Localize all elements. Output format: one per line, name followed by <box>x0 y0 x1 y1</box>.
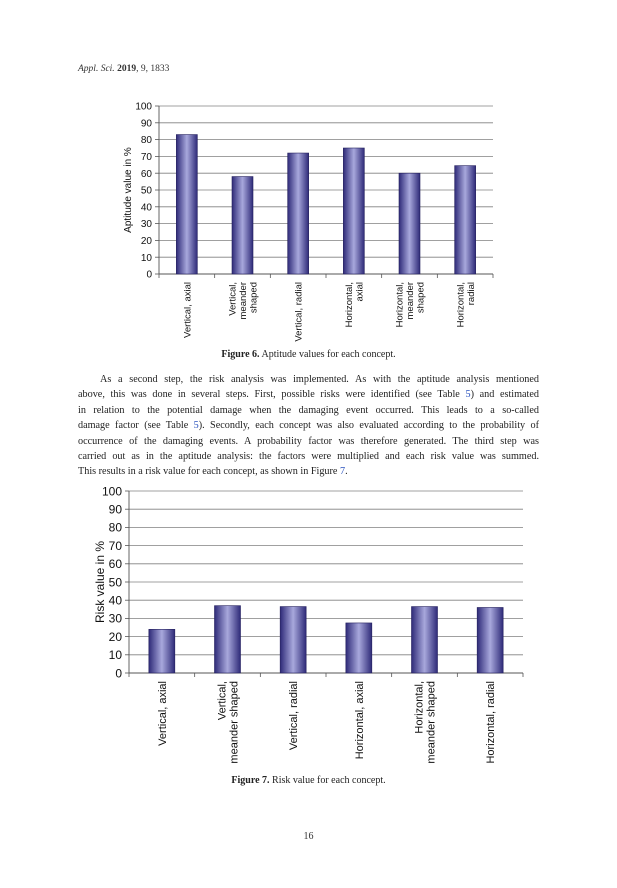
paragraph-text: damage factor (see Table <box>78 420 194 432</box>
y-tick-label: 0 <box>115 666 122 681</box>
bar <box>399 173 420 274</box>
figure-6-label: Figure 6. <box>221 349 260 360</box>
paragraph-line <box>78 372 539 387</box>
y-tick-label: 60 <box>140 168 152 180</box>
y-axis-title: Aptitude value in % <box>123 147 134 233</box>
journal-volume-article: , 9, 1833 <box>136 64 170 74</box>
x-category-label <box>216 681 240 764</box>
y-tick-label: 70 <box>140 152 152 163</box>
paragraph-text: above, this was done in several steps. First, possible risks were identified (see Table <box>78 389 466 401</box>
x-category-label-line: Vertical, radial <box>293 282 305 342</box>
x-category-label <box>227 282 259 320</box>
bar <box>176 135 197 274</box>
y-tick-label: 40 <box>140 202 152 214</box>
paragraph-text: occurrence of the damaging events. A probability factor was therefore generated. The third step was <box>78 435 539 447</box>
x-category-label-line: Vertical, radial <box>288 681 301 751</box>
x-category-label-line: meander shaped <box>425 681 438 764</box>
bar <box>477 607 503 673</box>
bar <box>455 166 476 274</box>
paragraph-text: As a second step, the risk analysis was implemented. As with the aptitude analysis mentioned <box>100 374 539 385</box>
x-category-label-line: Horizontal, radial <box>485 681 498 764</box>
cross-reference-link[interactable]: 5 <box>193 420 199 432</box>
x-category-label-line: meander <box>237 282 249 320</box>
y-tick-label: 20 <box>140 236 152 247</box>
x-category-label-line: axial <box>354 282 366 302</box>
bar <box>288 153 309 274</box>
y-tick-label: 80 <box>140 135 152 147</box>
x-category-label-line: Vertical, <box>216 681 229 721</box>
figure-6-chart <box>0 96 617 346</box>
paragraph-line <box>78 387 539 402</box>
x-category-label-line: Horizontal, axial <box>353 681 366 760</box>
paragraph-line <box>78 418 539 433</box>
x-category-label <box>294 282 305 342</box>
x-category-label <box>288 681 300 750</box>
x-category-label <box>394 282 426 327</box>
body-paragraph <box>78 372 539 480</box>
y-axis-title: Risk value in % <box>93 540 107 624</box>
y-tick-label: 90 <box>108 502 122 517</box>
figure-7-label: Figure 7. <box>231 775 270 786</box>
y-tick-label: 0 <box>146 269 152 281</box>
y-tick-label: 30 <box>108 611 122 626</box>
x-category-label-line: Vertical, <box>227 282 239 316</box>
bar <box>280 607 306 673</box>
y-tick-label: 100 <box>101 484 122 499</box>
y-tick-label: 90 <box>140 118 152 130</box>
paragraph-text: . <box>345 466 348 478</box>
figure-7-text: Risk value for each concept. <box>269 775 386 786</box>
x-category-label <box>455 282 477 327</box>
x-category-label <box>354 681 366 759</box>
y-tick-label: 30 <box>140 219 152 231</box>
x-category-label-line: meander <box>404 282 416 320</box>
x-category-label-line: Horizontal, <box>394 282 406 328</box>
paragraph-text: ). Secondly, each concept was also evaluated according to the probability of <box>198 420 539 432</box>
bar <box>343 148 364 274</box>
bar <box>232 177 253 274</box>
y-tick-label: 10 <box>140 252 152 264</box>
figure-7-chart <box>0 478 617 770</box>
x-category-label-line: Horizontal, <box>455 282 467 328</box>
bar <box>346 623 372 673</box>
figure-6-text: Aptitude values for each concept. <box>259 349 396 360</box>
y-tick-label: 50 <box>140 185 152 197</box>
bar <box>412 607 438 673</box>
cross-reference-link[interactable]: 7 <box>339 466 346 478</box>
x-category-label <box>413 681 437 764</box>
y-tick-label: 60 <box>108 557 122 572</box>
paragraph-line <box>78 434 539 449</box>
running-header <box>78 64 169 74</box>
y-tick-label: 70 <box>108 538 122 553</box>
figure-7-caption <box>0 775 617 786</box>
x-category-label-line: meander shaped <box>228 681 241 764</box>
x-category-label-line: Horizontal, <box>343 282 355 328</box>
y-tick-label: 40 <box>108 593 122 608</box>
x-category-label-line: shaped <box>248 282 260 314</box>
bar <box>149 629 175 673</box>
paragraph-text: ) and estimated <box>470 389 540 401</box>
x-category-label <box>485 681 497 764</box>
y-tick-label: 100 <box>135 101 152 113</box>
risk-bar-chart <box>0 478 617 770</box>
x-category-label <box>157 681 169 746</box>
x-category-label-line: Vertical, axial <box>182 282 194 338</box>
x-category-label <box>344 282 366 327</box>
x-category-label-line: Vertical, axial <box>156 681 169 746</box>
paragraph-line <box>78 403 539 418</box>
paragraph-text: carried out as in the aptitude analysis: the factors were multiplied and each risk value was summed. <box>78 451 539 463</box>
page-number: 16 <box>303 831 314 842</box>
paragraph-line <box>78 449 539 464</box>
cross-reference-link[interactable]: 5 <box>465 389 471 401</box>
y-tick-label: 10 <box>108 648 122 663</box>
journal-name: Appl. Sci. <box>78 64 115 74</box>
paragraph-text: This results in a risk value for each concept, as shown in Figure <box>78 466 340 478</box>
x-category-label-line: radial <box>465 282 477 306</box>
y-tick-label: 50 <box>108 575 122 590</box>
x-category-label <box>182 282 193 338</box>
x-category-label-line: shaped <box>415 282 427 314</box>
paragraph-text: in relation to the potential damage when the damaging event occurred. This leads to a so-called <box>78 404 539 416</box>
y-tick-label: 80 <box>108 520 122 535</box>
aptitude-bar-chart <box>0 96 617 346</box>
journal-year: 2019 <box>117 64 137 74</box>
x-category-label-line: Horizontal, <box>413 681 426 734</box>
figure-6-caption <box>0 349 617 360</box>
y-tick-label: 20 <box>108 629 122 644</box>
bar <box>215 606 241 673</box>
